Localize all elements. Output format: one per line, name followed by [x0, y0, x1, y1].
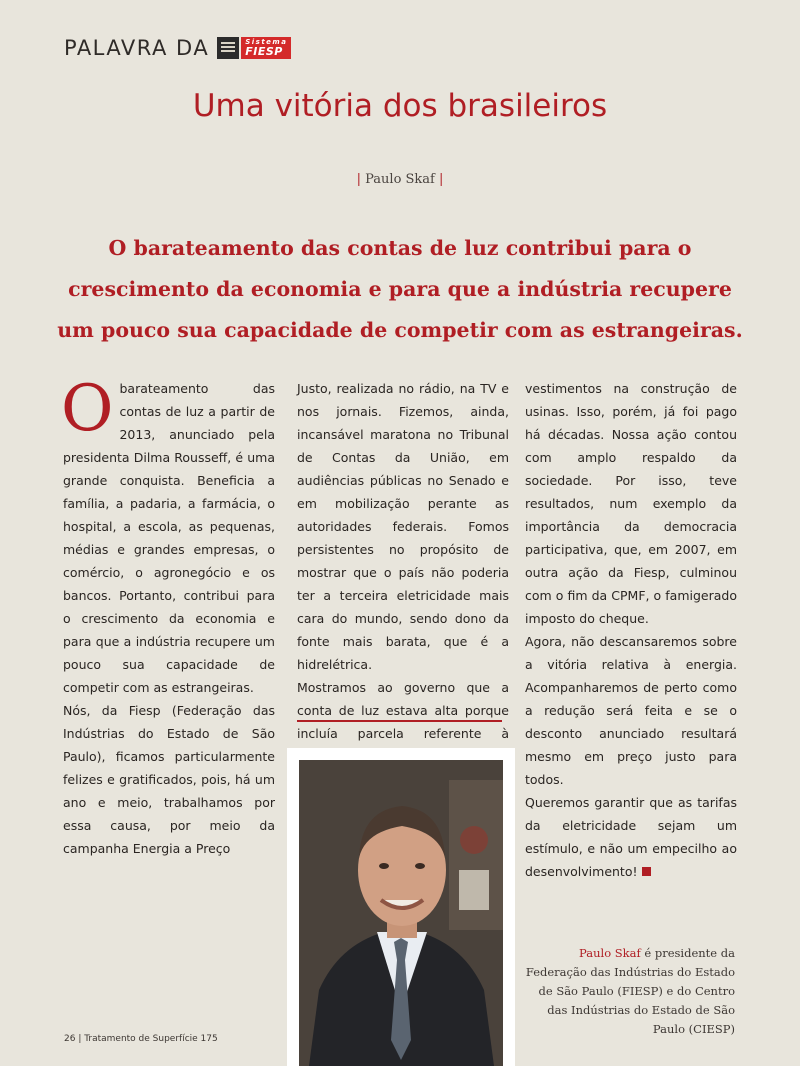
body-text: Queremos garantir que as tarifas da eletricidade sejam um estímulo, e não um empecilho ao desenvolvimento! — [525, 795, 737, 879]
photo-caption — [520, 944, 735, 1039]
lead-paragraph: O barateamento das contas de luz contribui para o crescimento da economia e para que a indústria recupere um pouco sua capacidade de competir com as estrangeiras. — [57, 236, 743, 342]
column-divider-rule — [297, 720, 502, 722]
byline — [0, 172, 800, 187]
body-paragraph: Mostramos ao governo que a conta de luz estava alta porque incluía parcela referente à — [297, 680, 509, 741]
body-column-1 — [61, 372, 275, 860]
end-mark-icon — [642, 867, 651, 876]
logo-small-text: Sistema — [245, 38, 288, 46]
body-paragraph-final — [525, 791, 737, 883]
body-column-2 — [297, 377, 509, 768]
body-paragraph: Justo, realizada no rádio, na TV e nos jornais. Fizemos, ainda, incansável maratona no Tribunal de Contas da União, em audiências públicas no Senado e em mobilização perante as autoridades federais. Fomos persistentes no propósito de mostrar que o país não poderia ter a terceira eletricidade mais cara do mundo, sendo dono da fonte mais barata, que é a hidrelétrica. — [297, 381, 509, 672]
page-folio: 26 | Tratamento de Superfície 175 — [64, 1034, 218, 1044]
body-paragraph: Agora, não descansaremos sobre a vitória relativa à energia. Acompanharemos de perto como a redução será feita e se o desconto anunciado resultará mesmo em preço justo para todos. — [525, 634, 737, 787]
caption-text: é presidente da Federação das Indústrias do Estado de São Paulo (FIESP) e do Centro das Indústrias do Estado de São Paulo (CIESP) — [525, 946, 735, 1036]
section-label-text: PALAVRA DA — [64, 36, 210, 60]
body-paragraph: Nós, da Fiesp (Federação das Indústrias do Estado de São Paulo), ficamos particularmente felizes e gratificados, pois, há um ano e meio, trabalhamos por essa causa, por meio da campanha Energia a Preço — [63, 703, 275, 856]
section-label — [64, 36, 291, 60]
fiesp-logo-box — [241, 37, 291, 59]
byline-author: Paulo Skaf — [365, 172, 435, 187]
author-photo-frame — [287, 748, 515, 1066]
fiesp-logo-mark-icon — [217, 37, 239, 59]
body-paragraph: vestimentos na construção de usinas. Isso, porém, já foi pago há décadas. Nossa ação contou com amplo respaldo da sociedade. Por isso, teve resultados, num exemplo da importância da democracia participativa, que, em 2007, em outra ação da Fiesp, culminou com o fim da CPMF, o famigerado imposto do cheque. — [525, 381, 737, 626]
body-paragraph — [61, 372, 275, 699]
body-text: barateamento das contas de luz a partir de 2013, anunciado pela presidenta Dilma Rousseff, é uma grande conquista. Beneficia a família, a padaria, a farmácia, o hospital, a escola, as pequenas, médias e grandes empresas, o comércio, o agronegócio e os bancos. Portanto, contribui para o crescimento da economia e para que a indústria recupere um pouco sua capacidade de competir com as estrangeiras. — [63, 381, 275, 695]
logo-big-text: FIESP — [245, 45, 283, 58]
byline-bar-left: | — [356, 172, 361, 187]
caption-name: Paulo Skaf — [579, 946, 641, 960]
body-column-3 — [525, 377, 737, 883]
article-title: Uma vitória dos brasileiros — [192, 88, 608, 124]
byline-bar-right: | — [439, 172, 444, 187]
author-photo — [299, 760, 503, 1066]
drop-cap: O — [61, 372, 114, 446]
fiesp-logo — [217, 37, 291, 59]
author-portrait-illustration — [299, 760, 503, 1066]
